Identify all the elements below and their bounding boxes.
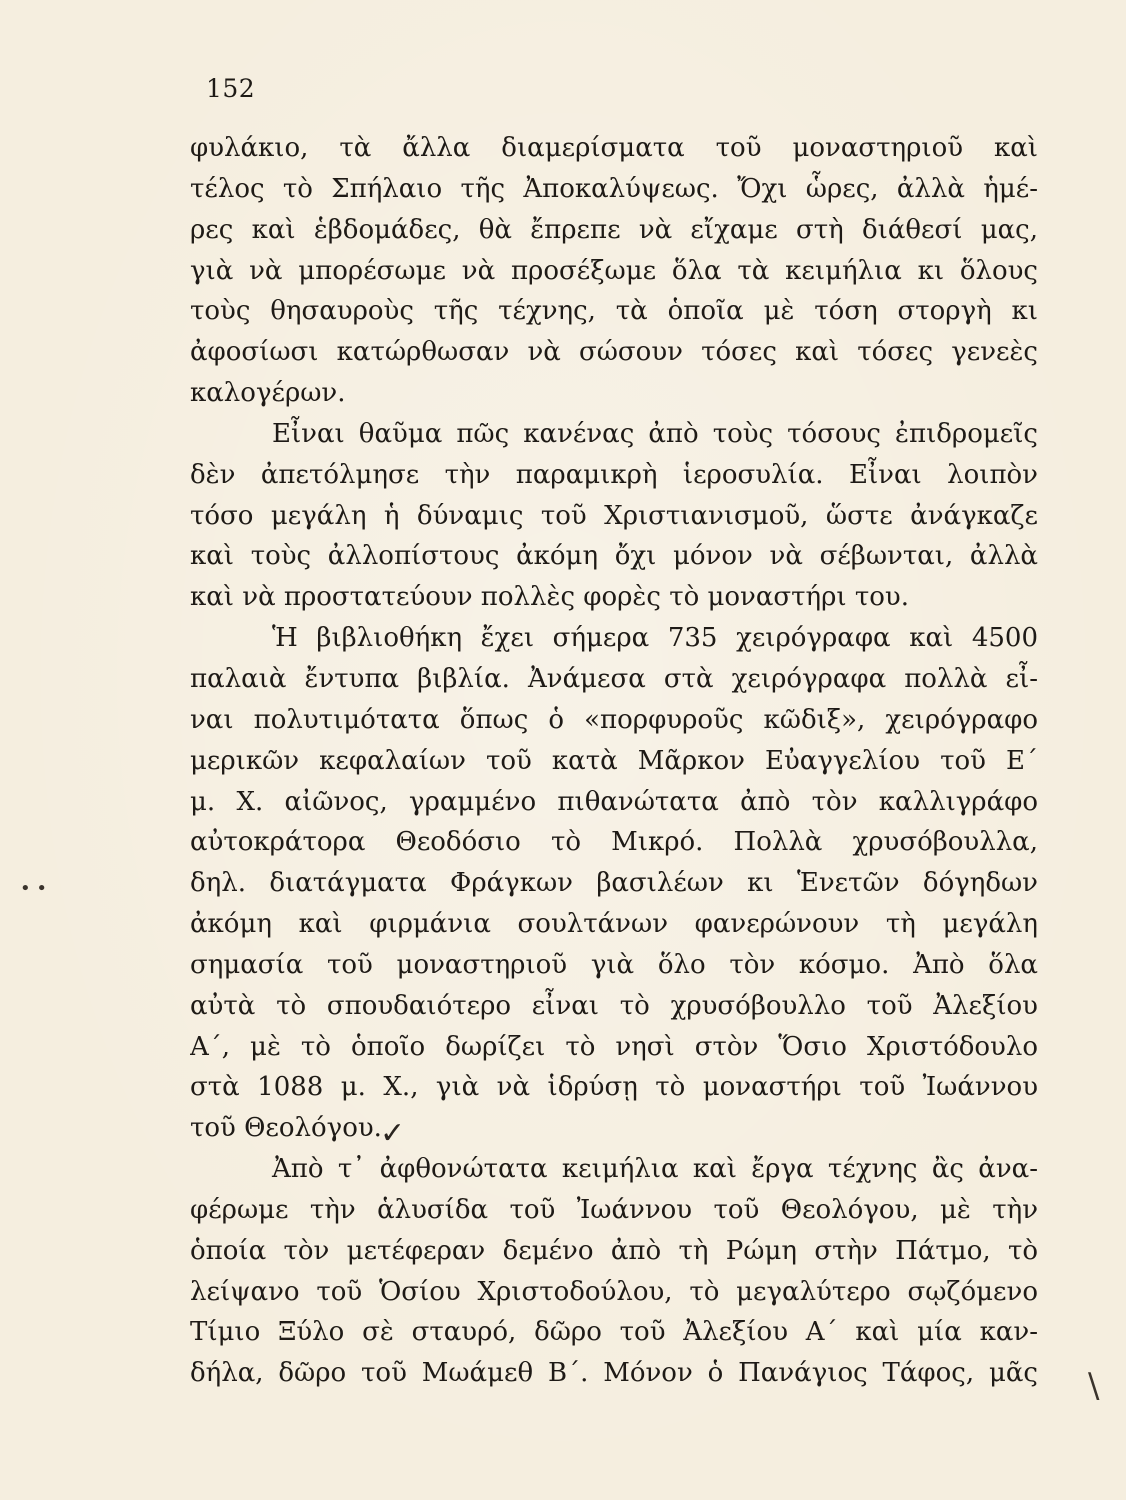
text-line-9: δὲν ἀπετόλμησε τὴν παραμικρὴ ἱεροσυλία. Εἶναι λοιπὸν: [190, 459, 1038, 490]
text-line-26: Ἀπὸ τ᾽ ἀφθονώτατα κειμήλια καὶ ἔργα τέχνης ἂς ἀνα-: [272, 1154, 1038, 1185]
text-line-31: δήλα, δῶρο τοῦ Μωάμεθ Β΄. Μόνον ὁ Πανάγιος Τάφος, μᾶς: [190, 1358, 1038, 1389]
text-line-3: ρες καὶ ἑβδομάδες, θὰ ἔπρεπε νὰ εἴχαμε στὴ διάθεσί μας,: [190, 214, 1038, 245]
checkmark-annotation: ✓: [380, 1116, 406, 1151]
text-line-20: ἀκόμη καὶ φιρμάνια σουλτάνων φανερώνουν τὴ μεγάλη: [190, 909, 1038, 940]
body-text: [190, 128, 1038, 1394]
text-line-25: τοῦ Θεολόγου.: [190, 1113, 382, 1144]
text-line-24: στὰ 1088 μ. Χ., γιὰ νὰ ἱδρύσῃ τὸ μοναστήρι τοῦ Ἰωάννου: [190, 1072, 1038, 1103]
text-line-1: φυλάκιο, τὰ ἄλλα διαμερίσματα τοῦ μοναστηριοῦ καὶ: [190, 133, 1038, 163]
text-line-8: Εἶναι θαῦμα πῶς κανένας ἀπὸ τοὺς τόσους ἐπιδρομεῖς: [272, 418, 1038, 449]
text-line-17: μ. Χ. αἰῶνος, γραμμένο πιθανώτατα ἀπὸ τὸν καλλιγράφο: [190, 786, 1038, 817]
margin-slash-mark: \: [1088, 1366, 1100, 1406]
text-line-2: τέλος τὸ Σπήλαιο τῆς Ἀποκαλύψεως. Ὄχι ὧρες, ἀλλὰ ἡμέ-: [190, 173, 1038, 204]
text-line-21: σημασία τοῦ μοναστηριοῦ γιὰ ὅλο τὸν κόσμο. Ἀπὸ ὅλα: [190, 949, 1038, 980]
text-line-13: Ἡ βιβλιοθήκη ἔχει σήμερα 735 χειρόγραφα καὶ 4500: [272, 623, 1038, 654]
page-number: 152: [206, 74, 256, 103]
text-line-14: παλαιὰ ἔντυπα βιβλία. Ἀνάμεσα στὰ χειρόγραφα πολλὰ εἶ-: [190, 663, 1038, 694]
text-line-6: ἀφοσίωσι κατώρθωσαν νὰ σώσουν τόσες καὶ τόσες γενεὲς: [190, 337, 1038, 368]
text-line-12: καὶ νὰ προστατεύουν πολλὲς φορὲς τὸ μοναστήρι του.: [190, 582, 909, 613]
text-line-27: φέρωμε τὴν ἁλυσίδα τοῦ Ἰωάννου τοῦ Θεολόγου, μὲ τὴν: [190, 1194, 1038, 1225]
text-line-5: τοὺς θησαυροὺς τῆς τέχνης, τὰ ὁποῖα μὲ τόση στοργὴ κι: [190, 296, 1038, 327]
text-line-19: δηλ. διατάγματα Φράγκων βασιλέων κι Ἑνετῶν δόγηδων: [190, 868, 1038, 899]
text-line-11: καὶ τοὺς ἀλλοπίστους ἀκόμη ὄχι μόνον νὰ σέβωνται, ἀλλὰ: [190, 541, 1038, 572]
text-line-4: γιὰ νὰ μπορέσωμε νὰ προσέξωμε ὅλα τὰ κειμήλια κι ὅλους: [190, 255, 1038, 286]
text-line-18: αὐτοκράτορα Θεοδόσιο τὸ Μικρό. Πολλὰ χρυσόβουλλα,: [190, 827, 1038, 858]
text-line-23: Α΄, μὲ τὸ ὁποῖο δωρίζει τὸ νησὶ στὸν Ὅσιο Χριστόδουλο: [190, 1031, 1038, 1062]
text-line-22: αὐτὰ τὸ σπουδαιότερο εἶναι τὸ χρυσόβουλλο τοῦ Ἀλεξίου: [190, 990, 1038, 1021]
text-line-28: ὁποία τὸν μετέφεραν δεμένο ἀπὸ τὴ Ρώμη στὴν Πάτμο, τὸ: [190, 1235, 1038, 1266]
text-line-29: λείψανο τοῦ Ὁσίου Χριστοδούλου, τὸ μεγαλύτερο σῳζόμενο: [190, 1276, 1038, 1307]
text-line-7: καλογέρων.: [190, 378, 346, 409]
text-line-10: τόσο μεγάλη ἡ δύναμις τοῦ Χριστιανισμοῦ, ὥστε ἀνάγκαζε: [190, 500, 1038, 531]
text-line-16: μερικῶν κεφαλαίων τοῦ κατὰ Μᾶρκον Εὐαγγελίου τοῦ Ε΄: [190, 745, 1038, 776]
text-line-30: Τίμιο Ξύλο σὲ σταυρό, δῶρο τοῦ Ἀλεξίου Α΄ καὶ μία καν-: [190, 1317, 1038, 1348]
margin-dot-mark: • •: [20, 878, 47, 899]
text-line-15: ναι πολυτιμότατα ὅπως ὁ «πορφυροῦς κῶδιξ», χειρόγραφο: [190, 704, 1038, 735]
